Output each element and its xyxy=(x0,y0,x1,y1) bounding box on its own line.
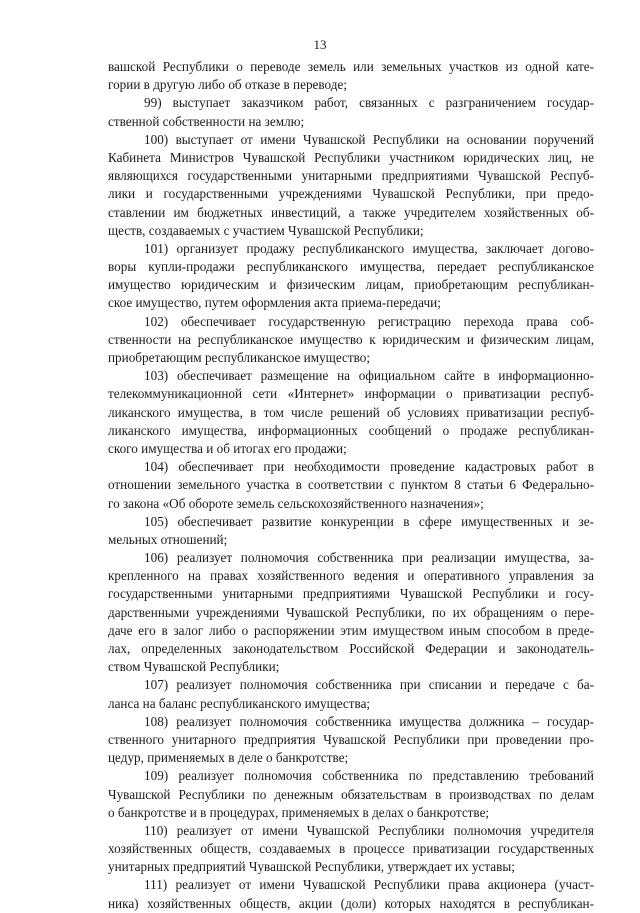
text-line: ществ, создаваемых с участием Чувашской Республики; xyxy=(108,222,424,238)
text-line: телекоммуникационной сети «Интернет» информации о приватизации респуб- xyxy=(108,386,594,402)
text-line: 105) обеспечивает развитие конкуренции в сфере имущественных и зе- xyxy=(144,513,594,529)
text-line: ственного унитарного предприятия Чувашской Республики при проведении про- xyxy=(108,731,594,747)
text-line: 101) организует продажу республиканского имущества, заключает догово- xyxy=(144,240,594,256)
text-line: 100) выступает от имени Чувашской Республики на основании поручений xyxy=(144,131,594,147)
text-line: ственности на республиканское имущество к юридическим и физическим лицам, xyxy=(108,331,594,347)
text-line: отношении земельного участка в соответствии с пунктом 8 статьи 6 Федерально- xyxy=(108,477,594,493)
document-body xyxy=(108,58,594,913)
text-line: 108) реализует полномочия собственника имущества должника – государ- xyxy=(144,713,594,729)
text-line: го закона «Об обороте земель сельскохозяйственного назначения»; xyxy=(108,495,484,511)
text-line: ское имущество, путем оформления акта приема-передачи; xyxy=(108,295,441,311)
text-line: Кабинета Министров Чувашской Республики участником юридических лиц, не xyxy=(108,149,594,165)
text-line: 109) реализует полномочия собственника по представлению требований xyxy=(144,768,594,784)
text-line: 103) обеспечивает размещение на официальном сайте в информационно- xyxy=(144,368,594,384)
text-line: 107) реализует полномочия собственника при списании и передаче с ба- xyxy=(144,677,594,693)
text-line: ственной собственности на землю; xyxy=(108,113,305,129)
text-line: лах, определенных законодательством Российской Федерации и законодатель- xyxy=(108,641,594,656)
text-line: даче его в залог либо о распоряжении этим имуществом иным способом в преде- xyxy=(108,622,594,638)
text-line: гории в другую либо об отказе в переводе; xyxy=(108,77,347,93)
text-line: унитарных предприятий Чувашской Республики, утверждает их уставы; xyxy=(108,859,515,875)
text-line: 99) выступает заказчиком работ, связанных с разграничением государ- xyxy=(144,95,594,111)
text-line: ланса на баланс республиканского имущества; xyxy=(108,695,371,711)
text-line: дарственными учреждениями Чувашской Республики, по их обращениям о пере- xyxy=(108,604,594,620)
text-line: 102) обеспечивает государственную регистрацию перехода права соб- xyxy=(144,313,594,329)
text-line: государственными унитарными предприятиями Чувашской Республики и госу- xyxy=(108,586,594,602)
text-line: ством Чувашской Республики; xyxy=(108,659,280,675)
text-line: ликанского имущества, информационных сообщений о продаже республикан- xyxy=(108,422,594,438)
text-line: мельных отношений; xyxy=(108,531,228,547)
text-line: 106) реализует полномочия собственника при реализации имущества, за- xyxy=(144,550,594,566)
text-line: имущество юридическим и физическим лицам, приобретающим республикан- xyxy=(108,277,594,293)
text-line: являющихся государственными унитарными предприятиями Чувашской Респуб- xyxy=(108,168,594,184)
text-line: ликанского имущества, в том числе решений об условиях приватизации респуб- xyxy=(108,404,594,420)
text-line: ника) хозяйственных обществ, акции (доли) которых находятся в республикан- xyxy=(108,895,594,911)
text-line: ского имущества и об итогах его продажи; xyxy=(108,440,347,456)
text-line: воры купли-продажи республиканского имущества, передает республиканское xyxy=(108,259,594,275)
text-line: приобретающим республиканское имущество; xyxy=(108,350,371,365)
text-line: о банкротстве и в процедурах, применяемых в делах о банкротстве; xyxy=(108,804,490,820)
text-line: Чувашской Республики по денежным обязательствам в производствах по делам xyxy=(108,786,594,802)
text-line: лики и государственными учреждениями Чувашской Республики, при предо- xyxy=(108,186,594,202)
text-line: 110) реализует от имени Чувашской Республики полномочия учредителя xyxy=(144,822,594,838)
text-line: 111) реализует от имени Чувашской Республики права акционера (участ- xyxy=(144,877,594,893)
text-line: цедур, применяемых в деле о банкротстве; xyxy=(108,750,349,766)
text-line: вашской Республики о переводе земель или земельных участков из одной кате- xyxy=(108,59,594,74)
page-number: 13 xyxy=(313,37,327,52)
text-line: крепленного на правах хозяйственного ведения и оперативного управления за xyxy=(108,568,594,584)
text-line: ставлении им бюджетных инвестиций, а также учредителем хозяйственных об- xyxy=(108,204,594,220)
text-line: хозяйственных обществ, создаваемых в процессе приватизации государственных xyxy=(108,841,594,857)
text-line: 104) обеспечивает при необходимости проведение кадастровых работ в xyxy=(144,459,594,475)
